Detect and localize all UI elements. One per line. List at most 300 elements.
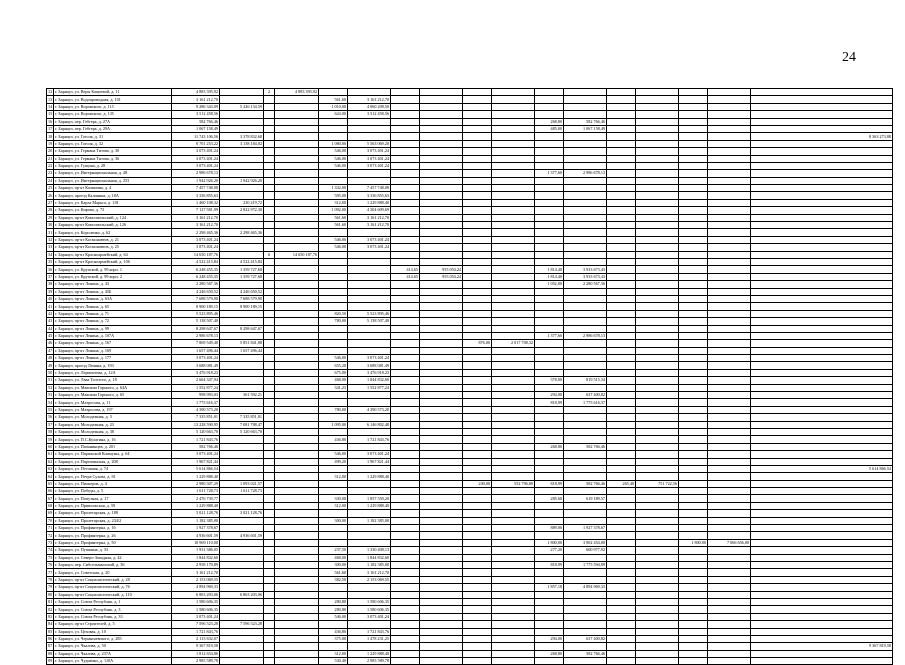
- value-cell-c2: 5 614 866,54: [172, 465, 220, 472]
- value-cell-c16: [679, 332, 708, 339]
- row-number-cell: 59: [48, 436, 53, 442]
- value-cell-c13: 582 766,46: [564, 480, 607, 487]
- address-cell: г. Барнаул, ул. Пролетарская, д. 234/2: [54, 517, 172, 524]
- address-cell: г. Барнаул, ул. Приволжская, д. 59: [54, 502, 172, 509]
- value-cell-c13: 582 766,46: [564, 118, 607, 125]
- value-cell-c4: [264, 658, 275, 665]
- table-row: [47, 517, 893, 524]
- value-cell-c18: [751, 428, 893, 435]
- value-cell-c16: [679, 140, 708, 147]
- value-cell-c17: [708, 295, 751, 302]
- value-cell-c10: [463, 251, 492, 258]
- value-cell-c15: [636, 125, 679, 132]
- value-cell-c8: [391, 369, 420, 376]
- value-cell-c14: [607, 621, 636, 628]
- value-cell-c17: [708, 89, 751, 96]
- value-cell-c15: [636, 517, 679, 524]
- value-cell-c9: [420, 502, 463, 509]
- value-cell-c9: [420, 658, 463, 665]
- value-cell-c6: 300,00: [319, 562, 348, 569]
- value-cell-c4: [264, 399, 275, 406]
- value-cell-c4: [264, 562, 275, 569]
- value-cell-c12: [535, 421, 564, 428]
- address-cell: г. Барнаул, пр-кт Социалистический, д. 28: [54, 576, 172, 583]
- value-cell-c14: [607, 532, 636, 539]
- value-cell-c11: [492, 451, 535, 458]
- value-cell-c13: [564, 473, 607, 480]
- value-cell-c3: [220, 251, 264, 258]
- value-cell-c16: [679, 96, 708, 103]
- value-cell-c11: [492, 177, 535, 184]
- value-cell-c9: [420, 488, 463, 495]
- value-cell-c3: [220, 377, 264, 384]
- row-number-cell: 32: [48, 237, 53, 242]
- value-cell-c10: [463, 584, 492, 591]
- value-cell-c2: 3 073 401,24: [172, 155, 220, 162]
- value-cell-c15: 751 722,56: [636, 480, 679, 487]
- value-cell-c9: [420, 369, 463, 376]
- value-cell-c4: [264, 347, 275, 354]
- value-cell-c4: [264, 133, 275, 140]
- value-cell-c6: 280,80: [319, 606, 348, 613]
- value-cell-c4: 2: [264, 89, 275, 96]
- value-cell-c9: [420, 606, 463, 613]
- value-cell-c4: [264, 281, 275, 288]
- value-cell-c10: [463, 362, 492, 369]
- table-row: [47, 628, 893, 635]
- value-cell-c12: [535, 576, 564, 583]
- value-cell-c3: [220, 281, 264, 288]
- value-cell-c14: [607, 303, 636, 310]
- address-cell: г. Барнаул, ул. Крупской, д. 99 корп. 1: [54, 266, 172, 273]
- value-cell-c5: [275, 598, 319, 605]
- value-cell-c4: [264, 199, 275, 206]
- value-cell-c12: 818,99: [535, 399, 564, 406]
- value-cell-c15: [636, 133, 679, 140]
- value-cell-c12: [535, 89, 564, 96]
- table-row: [47, 251, 893, 258]
- value-cell-c2: 3 161 212,70: [172, 222, 220, 229]
- value-cell-c11: [492, 118, 535, 125]
- value-cell-c11: [492, 495, 535, 502]
- address-cell: г. Барнаул, пр-кт Космонавтов, д. 25: [54, 244, 172, 251]
- value-cell-c7: 1 857 550,20: [348, 495, 391, 502]
- row-number-cell: 47: [48, 347, 53, 353]
- value-cell-c11: [492, 192, 535, 199]
- row-number-cell: 56: [48, 414, 53, 420]
- value-cell-c7: [348, 525, 391, 532]
- value-cell-c14: [607, 650, 636, 657]
- value-cell-c2: 1 229 888,40: [172, 502, 220, 509]
- value-cell-c15: [636, 96, 679, 103]
- value-cell-c5: [275, 384, 319, 391]
- value-cell-c15: [636, 288, 679, 295]
- value-cell-c13: [564, 598, 607, 605]
- value-cell-c12: [535, 103, 564, 110]
- value-cell-c2: 4 936 601,59: [172, 532, 220, 539]
- value-cell-c4: [264, 355, 275, 362]
- value-cell-c10: [463, 369, 492, 376]
- value-cell-c3: [220, 517, 264, 524]
- value-cell-c15: [636, 170, 679, 177]
- value-cell-c17: [708, 465, 751, 472]
- value-cell-c4: [264, 406, 275, 413]
- table-row: [47, 584, 893, 591]
- value-cell-c13: [564, 111, 607, 118]
- value-cell-c15: [636, 340, 679, 347]
- value-cell-c11: [492, 332, 535, 339]
- row-number-cell: 85: [48, 628, 53, 634]
- value-cell-c7: 4 390 573,20: [348, 406, 391, 413]
- value-cell-c14: [607, 266, 636, 273]
- value-cell-c3: [220, 554, 264, 561]
- value-cell-c3: 230 219,72: [220, 199, 264, 206]
- value-cell-c4: [264, 310, 275, 317]
- value-cell-c13: [564, 517, 607, 524]
- value-cell-c10: [463, 162, 492, 169]
- address-cell: г. Барнаул, пр-кт Социалистический, д. 110: [54, 591, 172, 598]
- value-cell-c15: [636, 295, 679, 302]
- value-cell-c8: [391, 177, 420, 184]
- value-cell-c6: 237,50: [319, 547, 348, 554]
- value-cell-c2: 3 688 081,49: [172, 362, 220, 369]
- value-cell-c13: [564, 89, 607, 96]
- table-row: [47, 199, 893, 206]
- value-cell-c15: [636, 421, 679, 428]
- value-cell-c4: [264, 458, 275, 465]
- value-cell-c8: [391, 96, 420, 103]
- value-cell-c2: 13 228 590,95: [172, 421, 220, 428]
- value-cell-c16: [679, 318, 708, 325]
- value-cell-c18: [751, 606, 893, 613]
- value-cell-c13: [564, 103, 607, 110]
- value-cell-c11: [492, 273, 535, 280]
- value-cell-c12: [535, 517, 564, 524]
- value-cell-c10: [463, 177, 492, 184]
- value-cell-c14: [607, 458, 636, 465]
- row-number-cell: 84: [48, 621, 53, 627]
- row-number-cell: 17: [48, 126, 53, 132]
- value-cell-c4: [264, 643, 275, 650]
- value-cell-c14: [607, 288, 636, 295]
- table-row: [47, 118, 893, 125]
- address-cell: г. Барнаул, проезд Калинина, д. 18А: [54, 192, 172, 199]
- value-cell-c5: [275, 229, 319, 236]
- value-cell-c16: [679, 340, 708, 347]
- value-cell-c4: [264, 436, 275, 443]
- value-cell-c17: [708, 332, 751, 339]
- value-cell-c15: [636, 192, 679, 199]
- value-cell-c9: [420, 591, 463, 598]
- value-cell-c9: [420, 384, 463, 391]
- value-cell-c13: [564, 569, 607, 576]
- value-cell-c6: [319, 288, 348, 295]
- value-cell-c9: [420, 377, 463, 384]
- value-cell-c12: 818,99: [535, 562, 564, 569]
- value-cell-c14: [607, 140, 636, 147]
- address-cell: г. Барнаул, пр-кт Ленина, д. 43: [54, 281, 172, 288]
- value-cell-c11: [492, 295, 535, 302]
- value-cell-c17: [708, 525, 751, 532]
- value-cell-c18: [751, 96, 893, 103]
- value-cell-c3: [220, 562, 264, 569]
- value-cell-c9: [420, 347, 463, 354]
- value-cell-c17: [708, 140, 751, 147]
- value-cell-c7: [348, 532, 391, 539]
- value-cell-c9: [420, 162, 463, 169]
- value-cell-c14: [607, 281, 636, 288]
- table-row: [47, 332, 893, 339]
- value-cell-c15: [636, 436, 679, 443]
- value-cell-c14: [607, 443, 636, 450]
- address-cell: г. Барнаул, пр-кт Красноармейский, д. 64: [54, 251, 172, 258]
- value-cell-c6: 546,00: [319, 236, 348, 243]
- value-cell-c11: [492, 428, 535, 435]
- value-cell-c10: [463, 148, 492, 155]
- address-cell: г. Барнаул, пр-кт Ленина, д. 65: [54, 303, 172, 310]
- value-cell-c4: [264, 502, 275, 509]
- value-cell-c8: [391, 118, 420, 125]
- value-cell-c8: [391, 148, 420, 155]
- value-cell-c13: 3 933 673,43: [564, 266, 607, 273]
- row-number-cell: 38: [48, 281, 53, 287]
- value-cell-c18: [751, 222, 893, 229]
- address-cell: г. Барнаул, пр-кт Комсомольский, д. 126: [54, 222, 172, 229]
- value-cell-c13: 637 400,82: [564, 635, 607, 642]
- value-cell-c9: [420, 133, 463, 140]
- value-cell-c6: [319, 584, 348, 591]
- value-cell-c10: [463, 303, 492, 310]
- value-cell-c15: [636, 310, 679, 317]
- value-cell-c18: [751, 495, 893, 502]
- value-cell-c3: 5 226 134,59: [220, 103, 264, 110]
- value-cell-c13: [564, 96, 607, 103]
- value-cell-c6: 499,20: [319, 458, 348, 465]
- value-cell-c3: 3 021 128,76: [220, 510, 264, 517]
- value-cell-c12: [535, 658, 564, 665]
- value-cell-c5: [275, 502, 319, 509]
- value-cell-c6: [319, 303, 348, 310]
- row-number-cell: 58: [48, 429, 53, 435]
- value-cell-c12: [535, 362, 564, 369]
- value-cell-c11: [492, 148, 535, 155]
- value-cell-c14: [607, 635, 636, 642]
- value-cell-c18: [751, 458, 893, 465]
- value-cell-c13: [564, 310, 607, 317]
- row-number-cell: 14: [48, 103, 53, 109]
- row-number-cell: 57: [48, 421, 53, 427]
- row-number-cell: 63: [48, 466, 53, 472]
- value-cell-c13: [564, 258, 607, 265]
- value-cell-c17: [708, 281, 751, 288]
- value-cell-c15: [636, 428, 679, 435]
- value-cell-c11: [492, 96, 535, 103]
- value-cell-c18: [751, 295, 893, 302]
- value-cell-c11: [492, 310, 535, 317]
- value-cell-c14: [607, 517, 636, 524]
- value-cell-c8: [391, 576, 420, 583]
- value-cell-c18: [751, 118, 893, 125]
- value-cell-c8: [391, 628, 420, 635]
- value-cell-c5: [275, 325, 319, 332]
- value-cell-c7: 1 229 888,40: [348, 473, 391, 480]
- address-cell: г. Барнаул, ул. Союза Республик, д. 3: [54, 606, 172, 613]
- value-cell-c9: [420, 473, 463, 480]
- value-cell-c4: [264, 591, 275, 598]
- value-cell-c11: [492, 199, 535, 206]
- address-cell: г. Барнаул, ул. Советская, д. 20: [54, 569, 172, 576]
- value-cell-c13: [564, 244, 607, 251]
- value-cell-c6: [319, 428, 348, 435]
- value-cell-c7: 1 229 888,40: [348, 502, 391, 509]
- row-number-cell: 43: [48, 318, 53, 324]
- row-number-cell: 83: [48, 613, 53, 619]
- value-cell-c17: [708, 340, 751, 347]
- value-cell-c16: [679, 295, 708, 302]
- value-cell-c18: [751, 510, 893, 517]
- value-cell-c16: [679, 192, 708, 199]
- row-number-cell: 27: [48, 200, 53, 206]
- value-cell-c12: 1 800,00: [535, 539, 564, 546]
- row-number-cell: 79: [48, 584, 53, 590]
- row-number-cell: 25: [48, 185, 53, 191]
- value-cell-c12: 294,00: [535, 392, 564, 399]
- value-cell-c13: 582 766,46: [564, 443, 607, 450]
- table-row: [47, 539, 893, 546]
- value-cell-c3: [220, 310, 264, 317]
- table-row: [47, 177, 893, 184]
- value-cell-c14: [607, 244, 636, 251]
- row-number-cell: 26: [48, 192, 53, 198]
- table-row: [47, 170, 893, 177]
- value-cell-c18: [751, 199, 893, 206]
- value-cell-c5: [275, 244, 319, 251]
- value-cell-c15: [636, 606, 679, 613]
- value-cell-c18: [751, 266, 893, 273]
- value-cell-c17: [708, 347, 751, 354]
- value-cell-c5: [275, 133, 319, 140]
- table-row: [47, 650, 893, 657]
- value-cell-c12: [535, 458, 564, 465]
- address-cell: г. Барнаул, пр-кт Космонавтов, д. 21: [54, 236, 172, 243]
- value-cell-c8: [391, 170, 420, 177]
- value-cell-c13: 637 400,82: [564, 392, 607, 399]
- value-cell-c8: [391, 480, 420, 487]
- value-cell-c12: [535, 591, 564, 598]
- value-cell-c9: [420, 318, 463, 325]
- value-cell-c4: [264, 443, 275, 450]
- value-cell-c18: [751, 318, 893, 325]
- value-cell-c9: [420, 355, 463, 362]
- value-cell-c11: [492, 170, 535, 177]
- value-cell-c17: [708, 125, 751, 132]
- value-cell-c8: [391, 562, 420, 569]
- value-cell-c13: [564, 554, 607, 561]
- value-cell-c7: 1 721 843,76: [348, 628, 391, 635]
- row-number-cell: 12: [48, 89, 53, 95]
- value-cell-c6: 780,00: [319, 406, 348, 413]
- value-cell-c13: 2 280 567,36: [564, 281, 607, 288]
- value-cell-c11: [492, 584, 535, 591]
- value-cell-c9: [420, 96, 463, 103]
- value-cell-c18: [751, 236, 893, 243]
- value-cell-c11: [492, 362, 535, 369]
- value-cell-c17: [708, 635, 751, 642]
- value-cell-c13: 1 927 378,67: [564, 525, 607, 532]
- value-cell-c10: [463, 650, 492, 657]
- row-number-cell: 31: [48, 229, 53, 235]
- value-cell-c3: [220, 635, 264, 642]
- value-cell-c10: [463, 377, 492, 384]
- value-cell-c5: [275, 628, 319, 635]
- table-row: [47, 236, 893, 243]
- value-cell-c10: [463, 495, 492, 502]
- value-cell-c14: [607, 125, 636, 132]
- value-cell-c9: [420, 258, 463, 265]
- table-row: [47, 347, 893, 354]
- address-cell: г. Барнаул, пр-кт Калинина, д. 4: [54, 185, 172, 192]
- value-cell-c12: [535, 214, 564, 221]
- value-cell-c7: 3 161 212,70: [348, 569, 391, 576]
- row-number-cell: 35: [48, 259, 53, 265]
- value-cell-c14: [607, 340, 636, 347]
- value-cell-c18: [751, 355, 893, 362]
- value-cell-c4: [264, 303, 275, 310]
- value-cell-c6: 1 095,00: [319, 421, 348, 428]
- value-cell-c15: [636, 495, 679, 502]
- value-cell-c11: [492, 606, 535, 613]
- value-cell-c15: [636, 214, 679, 221]
- value-cell-c8: [391, 355, 420, 362]
- value-cell-c8: [391, 192, 420, 199]
- value-cell-c2: 5 138 507,40: [172, 318, 220, 325]
- value-cell-c11: [492, 547, 535, 554]
- value-cell-c16: [679, 643, 708, 650]
- value-cell-c17: [708, 318, 751, 325]
- value-cell-c9: [420, 111, 463, 118]
- row-number-cell: 74: [48, 547, 53, 553]
- value-cell-c3: 4 522 415,84: [220, 258, 264, 265]
- value-cell-c5: [275, 118, 319, 125]
- address-cell: г. Барнаул, ул. Партизанская, д. 208: [54, 458, 172, 465]
- value-cell-c8: [391, 236, 420, 243]
- value-cell-c13: 2 986 678,13: [564, 332, 607, 339]
- value-cell-c2: 6 248 455,35: [172, 273, 220, 280]
- value-cell-c12: [535, 569, 564, 576]
- value-cell-c3: 7 688 579,90: [220, 295, 264, 302]
- value-cell-c2: 2 298 465,36: [172, 229, 220, 236]
- value-cell-c4: [264, 517, 275, 524]
- value-cell-c13: [564, 148, 607, 155]
- value-cell-c6: 546,00: [319, 355, 348, 362]
- value-cell-c14: [607, 89, 636, 96]
- value-cell-c8: [391, 495, 420, 502]
- value-cell-c3: 1 093 021,57: [220, 480, 264, 487]
- row-number-cell: 30: [48, 222, 53, 228]
- value-cell-c8: [391, 443, 420, 450]
- value-cell-c15: [636, 532, 679, 539]
- value-cell-c3: [220, 613, 264, 620]
- value-cell-c7: 2 985 589,78: [348, 658, 391, 665]
- page-number: 24: [842, 50, 856, 65]
- table-row: [47, 222, 893, 229]
- value-cell-c14: [607, 155, 636, 162]
- value-cell-c6: 312,00: [319, 199, 348, 206]
- value-cell-c5: [275, 266, 319, 273]
- value-cell-c15: [636, 392, 679, 399]
- value-cell-c10: [463, 244, 492, 251]
- value-cell-c18: [751, 473, 893, 480]
